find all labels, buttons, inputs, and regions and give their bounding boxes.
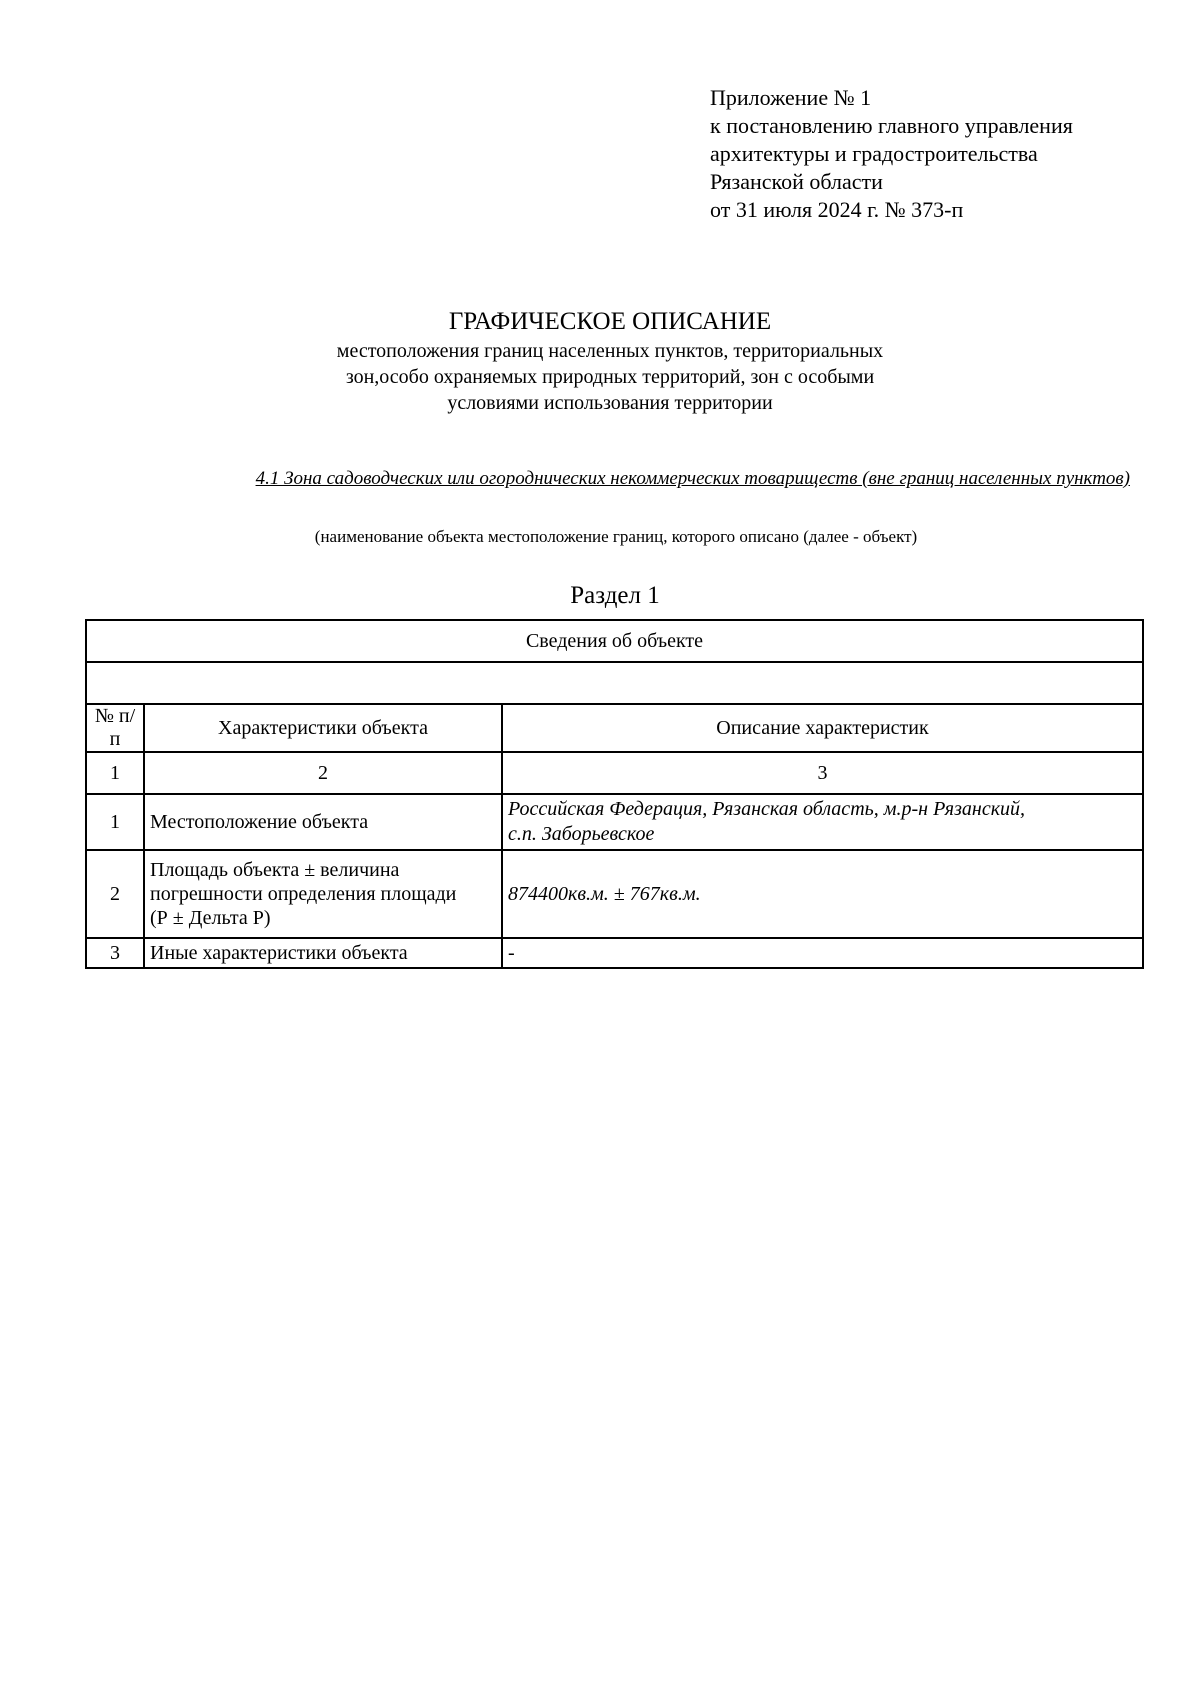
object-info-table <box>85 619 1144 969</box>
document-title-block <box>0 306 1200 416</box>
row-number: 1 <box>86 794 144 850</box>
document-subtitle-line: зон,особо охраняемых природных территорий, зон с особыми <box>345 366 875 388</box>
header-characteristic: Характеристики объекта <box>144 704 502 752</box>
header-number: № п/п <box>86 704 144 752</box>
document-subtitle-line: местоположения границ населенных пунктов, территориальных <box>336 340 884 362</box>
object-name: 4.1 Зона садоводческих или огороднических некоммерческих товариществ (вне границ населенных пунктов) <box>255 468 1130 489</box>
object-name-caption: (наименование объекта местоположение границ, которого описано (далее - объект) <box>314 527 918 546</box>
table-empty-cell <box>86 662 1143 704</box>
table-row <box>86 850 1143 938</box>
row-number: 3 <box>86 938 144 968</box>
row-characteristic-line: Площадь объекта ± величина <box>150 859 400 881</box>
row-number: 2 <box>86 850 144 938</box>
appendix-header <box>710 84 1073 224</box>
table-header-row <box>86 704 1143 752</box>
row-characteristic: Местоположение объекта <box>144 794 502 850</box>
row-description-line: с.п. Заборьевское <box>508 823 655 845</box>
appendix-line: Рязанской области <box>710 169 883 194</box>
row-description-line: Российская Федерация, Рязанская область, м.р-н Рязанский, <box>508 798 1026 820</box>
row-characteristic-line: (Р ± Дельта Р) <box>150 907 271 929</box>
appendix-line: к постановлению главного управления <box>710 113 1073 138</box>
row-characteristic <box>144 850 502 938</box>
row-description: - <box>502 938 1143 968</box>
header-description: Описание характеристик <box>502 704 1143 752</box>
column-number: 2 <box>144 752 502 794</box>
row-characteristic-line: погрешности определения площади <box>150 883 457 905</box>
appendix-line: архитектуры и градостроительства <box>710 141 1038 166</box>
row-description <box>502 794 1143 850</box>
document-subtitle-line: условиями использования территории <box>447 392 773 414</box>
appendix-line: от 31 июля 2024 г. № 373-п <box>710 197 964 222</box>
table-row <box>86 794 1143 850</box>
appendix-line: Приложение № 1 <box>710 85 872 110</box>
table-title: Сведения об объекте <box>86 620 1143 662</box>
column-number-row <box>86 752 1143 794</box>
document-title: ГРАФИЧЕСКОЕ ОПИСАНИЕ <box>448 308 772 335</box>
table-empty-row <box>86 662 1143 704</box>
row-characteristic: Иные характеристики объекта <box>144 938 502 968</box>
row-description: 874400кв.м. ± 767кв.м. <box>502 850 1143 938</box>
table-title-row <box>86 620 1143 662</box>
column-number: 3 <box>502 752 1143 794</box>
section-title: Раздел 1 <box>570 582 660 609</box>
column-number: 1 <box>86 752 144 794</box>
table-row <box>86 938 1143 968</box>
